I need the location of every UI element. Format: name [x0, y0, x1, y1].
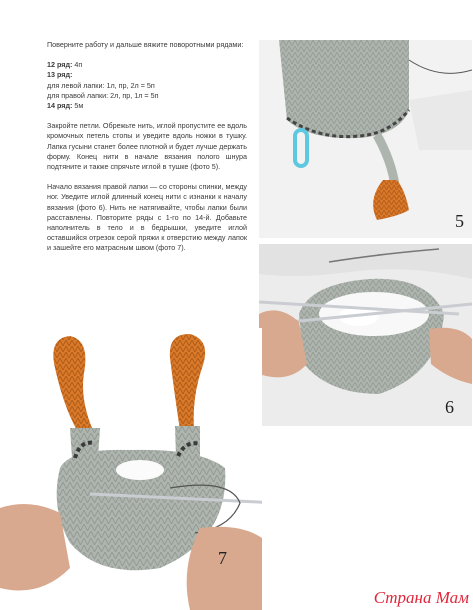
photo-6-number: 6 [445, 397, 454, 417]
row-label: 13 ряд: [47, 70, 73, 80]
instructions-column [47, 40, 247, 264]
row-12 [47, 60, 247, 70]
photo-6 [259, 244, 472, 426]
row-13 [47, 70, 247, 80]
paragraphs [47, 121, 247, 253]
row-label: 12 ряд: [47, 60, 73, 70]
site-watermark: Страна Мам [373, 588, 469, 607]
photo-5-number: 5 [455, 211, 464, 231]
row-13-right [47, 91, 247, 101]
rows-block [47, 60, 247, 111]
row-14 [47, 101, 247, 111]
paragraph-right-foot: Начало вязания правой лапки — со стороны спинки, между ног. Уведите иглой длинный конец нити с изнанки к началу вязания (фото 6). Нить не натягивайте, чтобы лапки были расставлены. Повторите ряды с 1-го по 14-й. Добавьте наполнитель в тело и в бедрышки, уведите иглой оставшийся отрезок серой пряжи к отверстию между лапок и зашейте его матрасным швом (фото 7). [47, 182, 247, 253]
row-text: для правой лапки: 2л, пр, 1л = 5п [47, 90, 159, 100]
photo-7-number: 7 [218, 548, 227, 568]
photo-5 [259, 40, 472, 238]
row-13-left [47, 81, 247, 91]
paragraph-finish-foot: Закройте петли. Обрежьте нить, иглой пропустите ее вдоль кромочных петель стопы и уведите вдоль ножки в тушку. Лапка гусыни станет более плотной и будет лучше держать форму. Конец нити в начале вязания полого шнура подтяните и также спрячьте иглой в тушке (фото 5). [47, 121, 247, 172]
row-label: 14 ряд: [47, 101, 73, 111]
row-text: для левой лапки: 1л, пр, 2л = 5п [47, 80, 155, 90]
row-text: 4п [72, 60, 83, 70]
photo-6-illustration [259, 244, 472, 426]
intro-text: Поверните работу и дальше вяжите поворотными рядами: [47, 40, 244, 49]
photo-5-illustration [259, 40, 472, 238]
row-text: 5м [72, 101, 84, 111]
